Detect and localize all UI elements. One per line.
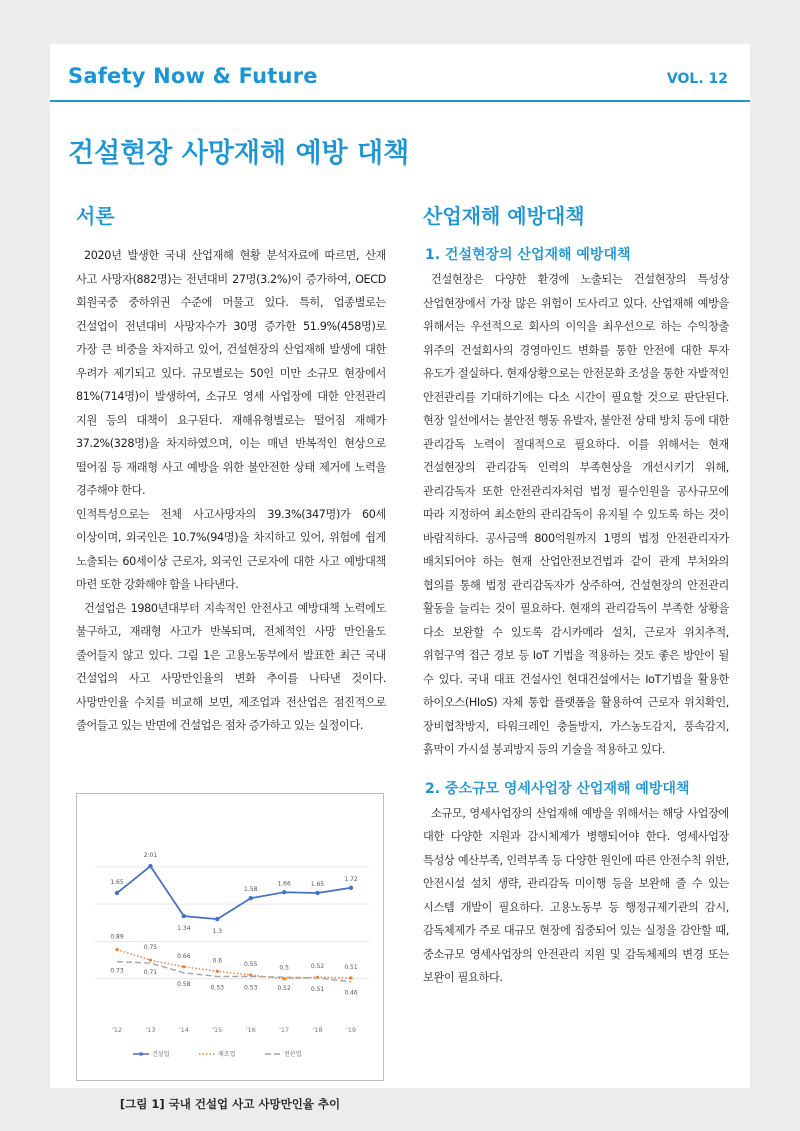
data-label: 0.89 <box>110 933 124 941</box>
legend-marker <box>139 1052 143 1056</box>
data-label: 0.52 <box>310 963 325 971</box>
data-label: 0.71 <box>143 969 158 977</box>
data-point <box>349 976 352 979</box>
data-label: 0.66 <box>177 952 191 960</box>
data-label: 0.52 <box>277 985 291 993</box>
data-label: 0.73 <box>110 967 124 975</box>
legend-label: 제조업 <box>218 1051 236 1059</box>
data-point <box>149 958 152 961</box>
legend-label: 건설업 <box>152 1051 170 1059</box>
data-label: 0.58 <box>177 980 191 988</box>
data-point <box>249 896 253 900</box>
section-2-title: 2. 중소규모 영세사업장 산업재해 예방대책 <box>425 780 690 797</box>
intro-heading: 서론 <box>76 204 115 228</box>
data-label: 0.51 <box>344 963 358 971</box>
data-point <box>115 948 118 951</box>
data-point <box>216 970 219 973</box>
x-tick-label: '14 <box>178 1026 189 1034</box>
data-label: 1.65 <box>110 879 124 886</box>
x-tick-label: '15 <box>212 1026 223 1034</box>
data-point <box>115 891 119 895</box>
left-column <box>76 202 386 738</box>
data-label: 1.34 <box>177 925 191 933</box>
document-title: 건설현장 사망재해 예방 대책 <box>68 138 410 169</box>
series-title: Safety Now & Future <box>68 64 318 88</box>
x-tick-label: '18 <box>312 1026 323 1034</box>
intro-paragraph: 인적특성으로는 전체 사고사망자의 39.3%(347명)가 60세 이상이며, 외국인은 10.7%(94명)을 차지하고 있어, 위험에 쉽게 노출되는 60세이상 근로자, 외국인 근로자에 대한 사고 예방대책 마련 또한 강화해야 함을 나타낸다. <box>76 507 386 591</box>
header-rule <box>50 100 750 102</box>
data-label: 1.66 <box>277 880 291 888</box>
data-point <box>349 886 353 890</box>
figure-caption: [그림 1] 국내 건설업 사고 사망만인율 추이 <box>119 1097 341 1111</box>
legend-label: 전산업 <box>284 1051 302 1059</box>
section-1-text: 건설현장은 다양한 환경에 노출되는 건설현장의 특성상 산업현장에서 가장 많은 위험이 도사리고 있다. 산업재해 예방을 위해서는 우선적으로 회사의 이익을 최우선으로 하는 수익창출 위주의 건설회사의 경영마인드 변화를 통한 안전에 대한 투자 유도가 절실하다. 현재상황으로는 안전문화 조성을 통한 자발적인 안전관리를 기대하기에는 다소 시간이 필요할 것으로 판단된다. 현장 일선에서는 불안전 행동 유발자, 불안전 상태 방치 등에 대한 관리감독 노력이 절대적으로 필요하다. 이를 위해서는 현재 건설현장의 관리감독 인력의 부족현상을 개선시키기 위해, 관리감독자 또한 안전관리자처럼 법정 필수인원을 공사규모에 따라 지정하여 최소한의 관리감독이 유지될 수 있도록 하는 것이 바람직하다. 공사금액 800억원까지 1명의 법정 안전관리자가 배치되어야 하는 현재 산업안전보건법과 같이 관계 부처와의 협의를 통해 법정 관리감독자가 상주하여, 건설현장의 안전관리 활동을 늘리는 것이 필요하다. 현재의 관리감독이 부족한 상황을 다소 보완할 수 있도록 감시카메라 설치, 근로자 위치추적, 위험구역 접근 경보 등 IoT 기법을 적용하는 것도 좋은 방안이 될 수 있다. 국내 대표 건설사인 현대건설에서는 IoT기법을 활용한 하이오스(HIoS) 자체 통합 플랫폼을 활용하여 근로자 위치확인, 장비협착방지, 타워크레인 충돌방지, 가스농도감지, 풍속감지, 흙막이 가시설 붕괴방지 등의 기술을 적용하고 있다. <box>423 273 729 756</box>
data-point <box>215 917 219 921</box>
data-label: 2.01 <box>143 852 158 860</box>
data-label: 0.53 <box>244 984 258 992</box>
data-label: 1.3 <box>212 928 223 936</box>
data-label: 0.6 <box>212 957 223 965</box>
x-tick-label: '12 <box>111 1026 123 1034</box>
data-label: 1.72 <box>344 875 358 883</box>
data-label: 0.5 <box>279 964 289 972</box>
data-label: 0.53 <box>210 984 224 992</box>
section-2-text: 소규모, 영세사업장의 산업재해 예방을 위해서는 해당 사업장에 대한 다양한 지원과 감시체계가 병행되어야 한다. 영세사업장 특성상 예산부족, 인력부족 등 다양한 원인에 따른 안전수칙 위반, 안전시설 설치 생략, 관리감독 미이행 등을 보완해 줄 수 있는 시스템 개발이 필요하다. 고용노동부 등 행정규제기관의 감시, 감독체제가 주로 대규모 현장에 집중되어 있는 실정을 감안할 때, 중소규모 영세사업장의 안전관리 지원 및 감독체제의 변경 또는 보완이 필요하다. <box>423 806 729 984</box>
x-tick-label: '19 <box>345 1026 357 1034</box>
prevention-heading: 산업재해 예방대책 <box>423 204 585 228</box>
page <box>50 44 750 1111</box>
intro-paragraph: 2020년 발생한 국내 산업재해 현황 분석자료에 따르면, 산재 사고 사망자(882명)는 전년대비 27명(3.2%)이 증가하여, OECD 회원국중 중하위권 수준에 머물고 있다. 특히, 업종별로는 건설업이 전년대비 사망자수가 30명 증가한 51.9%(458명)로 가장 큰 비중을 차지하고 있어, 건설현장의 산업재해 발생에 대한 우려가 제기되고 있다. 규모별로는 50인 미만 소규모 현장에서 81%(714명)이 발생하여, 소규모 영세 사업장에 대한 안전관리 지원 등의 대책이 요구된다. 재해유형별로는 떨어짐 재해가 37.2%(328명)을 차지하였으며, 이는 매년 반복적인 현상으로 떨어짐 등 재래형 사고 예방을 위한 불안전한 상태 제거에 노력을 경주해야 한다. <box>76 249 386 497</box>
data-label: 0.46 <box>344 989 358 997</box>
x-tick-label: '17 <box>279 1026 290 1034</box>
data-label: 0.75 <box>143 944 158 952</box>
x-tick-label: '13 <box>145 1026 156 1034</box>
fatality-rate-chart <box>77 794 383 1080</box>
section-gap <box>423 762 729 778</box>
right-column <box>423 202 729 990</box>
intro-paragraph: 건설업은 1980년대부터 지속적인 안전사고 예방대책 노력에도 불구하고, 재래형 사고가 반복되며, 전체적인 사망 만인율도 줄어들지 않고 있다. 그림 1은 고용노동부에서 발표한 최근 국내 건설업의 사고 사망만인율의 변화 추이를 나타낸 것이다. 사망만인율 수치를 비교해 보면, 제조업과 전산업은 점진적으로 줄어들고 있는 반면에 건설업은 점차 증가하고 있는 실정이다. <box>76 601 386 732</box>
masthead <box>68 64 728 94</box>
data-label: 1.58 <box>244 886 258 894</box>
data-point <box>315 891 319 895</box>
data-label: 1.65 <box>310 881 325 888</box>
section-1-title: 1. 건설현장의 산업재해 예방대책 <box>425 247 631 263</box>
data-point <box>148 864 152 868</box>
volume-label: VOL. 12 <box>666 71 728 87</box>
x-tick-label: '16 <box>245 1026 256 1034</box>
data-point <box>182 965 185 968</box>
data-point <box>282 890 286 894</box>
data-point <box>182 914 186 918</box>
data-label: 0.55 <box>244 961 258 968</box>
data-label: 0.51 <box>310 985 325 993</box>
figure-1 <box>76 793 384 1081</box>
